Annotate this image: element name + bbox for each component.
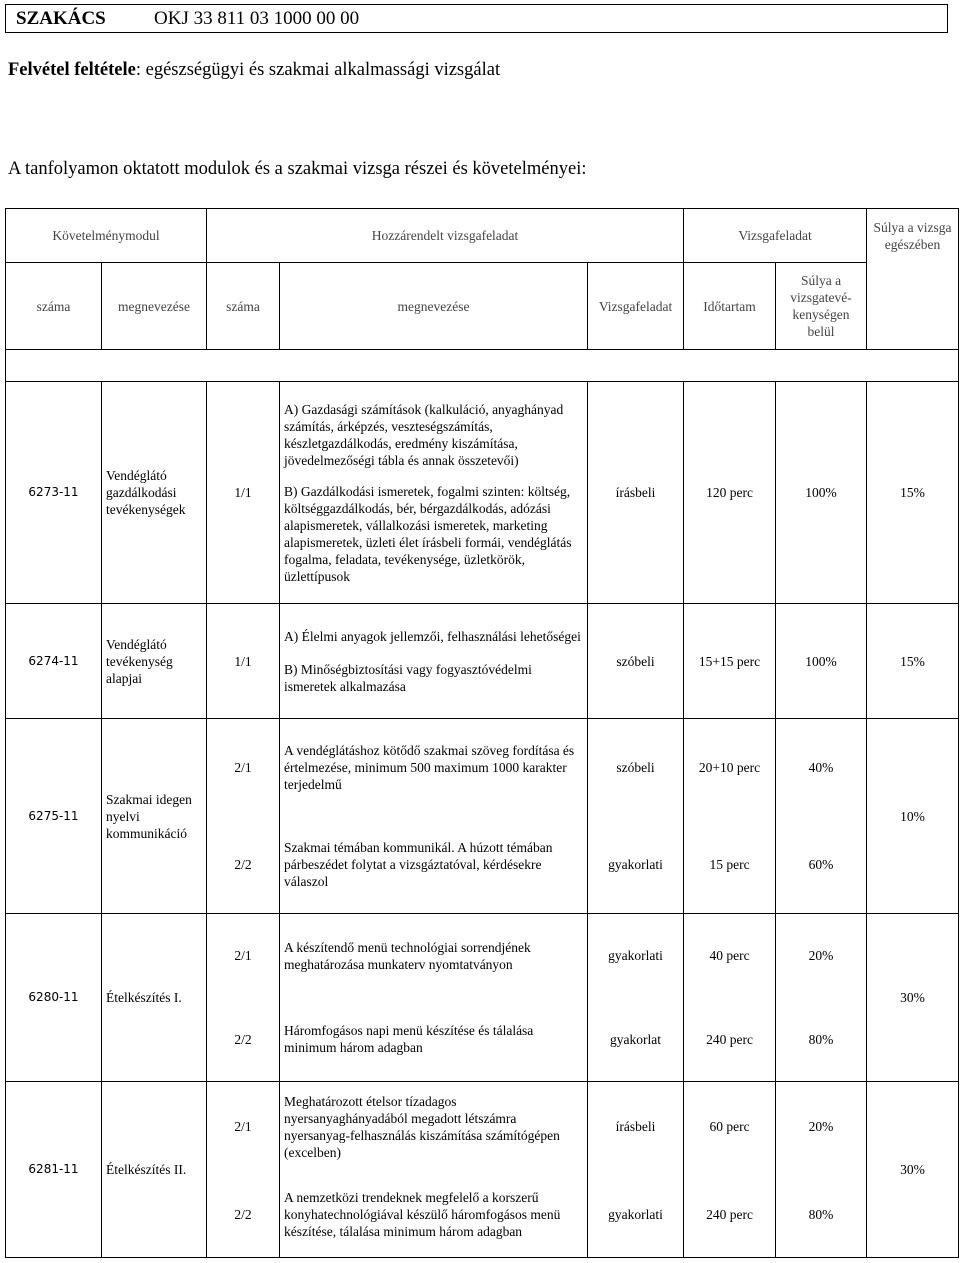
task-description: Meghatározott ételsor tízadagos nyersanyaghányadából megadott létszámra nyersanyag-felhasználás kiszámítása számítógépen (excelben) (280, 1082, 588, 1172)
module-total-weight: 15% (867, 604, 959, 719)
task-number: 2/1 (207, 1082, 280, 1172)
module-name: Szakmai idegen nyelvi kommunikáció (102, 719, 207, 914)
th-kovetelmenymodul: Követelménymodul (6, 209, 207, 263)
okj-code: OKJ 33 811 03 1000 00 00 (154, 8, 360, 29)
task-type: szóbeli (588, 604, 684, 719)
module-name: Vendéglátó gazdálkodási tevékenységek (102, 382, 207, 604)
task-duration: 40 perc (684, 914, 776, 998)
th-megnevezese-2: megnevezése (280, 263, 588, 350)
task-type: gyakorlat (588, 998, 684, 1082)
task-weight: 20% (776, 914, 867, 998)
task-duration: 240 perc (684, 1172, 776, 1258)
task-type: írásbeli (588, 1082, 684, 1172)
table-row (6, 719, 959, 817)
task-number: 1/1 (207, 382, 280, 604)
table-row (6, 382, 959, 604)
th-szama-1: száma (6, 263, 102, 350)
module-code: 6275-11 (6, 719, 102, 914)
task-weight: 100% (776, 604, 867, 719)
th-megnevezese-1: megnevezése (102, 263, 207, 350)
header-row-1 (6, 209, 959, 263)
task-description-a: A) Gazdasági számítások (kalkuláció, anyaghányad számítás, árképzés, veszteségszámítás, készletgazdálkodás, eredmény kiszámítása, jövedelmezőségi tábla és annak összetevői) (284, 401, 564, 468)
title-box (5, 4, 948, 33)
task-type: gyakorlati (588, 1172, 684, 1258)
task-number: 2/1 (207, 719, 280, 817)
task-number: 2/2 (207, 998, 280, 1082)
module-total-weight: 30% (867, 1082, 959, 1258)
module-name: Ételkészítés II. (102, 1082, 207, 1258)
task-number: 1/1 (207, 604, 280, 719)
spacer-cell (6, 350, 959, 382)
task-description (280, 604, 588, 719)
th-idotartam: Időtartam (684, 263, 776, 350)
task-description: A vendéglátáshoz kötődő szakmai szöveg fordítása és értelmezése, minimum 500 maximum 1000 karakter terjedelmű (280, 719, 588, 817)
table-row (6, 914, 959, 998)
task-type: szóbeli (588, 719, 684, 817)
table-row (6, 604, 959, 719)
header-row-2 (6, 263, 959, 350)
task-weight: 40% (776, 719, 867, 817)
th-hozzarendelt: Hozzárendelt vizsgafeladat (207, 209, 684, 263)
task-duration: 60 perc (684, 1082, 776, 1172)
th-sulya-vizsga-cont (867, 263, 959, 350)
task-weight: 100% (776, 382, 867, 604)
task-description: A nemzetközi trendeknek megfelelő a korszerű konyhatechnológiával készülő háromfogásos menü készítése, tálalása minimum három adagban (280, 1172, 588, 1258)
th-szama-2: száma (207, 263, 280, 350)
th-sulya-tev: Súlya a vizsgatevé-kenységen belül (776, 263, 867, 350)
task-description: Szakmai témában kommunikál. A húzott témában párbeszédet folytat a vizsgáztatóval, kérdésekre válaszol (280, 817, 588, 914)
task-number: 2/2 (207, 817, 280, 914)
task-description-b: B) Gazdálkodási ismeretek, fogalmi szinten: költség, költséggazdálkodás, bér, bérgazdálkodás, adózási alapismeretek, vállalkozási ismeretek, marketing alapismeretek, üzleti élet írásbeli formái, vendéglátás fogalma, feladata, tevékenysége, üzletkörök, üzlettípusok (284, 483, 572, 584)
admission-requirement (8, 60, 500, 81)
th-vizsgafeladat-2: Vizsgafeladat (588, 263, 684, 350)
task-weight: 80% (776, 1172, 867, 1258)
task-weight: 60% (776, 817, 867, 914)
table-row (6, 1082, 959, 1172)
intro-text: A tanfolyamon oktatott modulok és a szakmai vizsga részei és követelményei: (8, 159, 587, 179)
task-description: Háromfogásos napi menü készítése és tálalása minimum három adagban (280, 998, 588, 1082)
module-code: 6281-11 (6, 1082, 102, 1258)
task-type: gyakorlati (588, 914, 684, 998)
task-description (280, 382, 588, 604)
task-number: 2/1 (207, 914, 280, 998)
th-vizsgafeladat: Vizsgafeladat (684, 209, 867, 263)
task-duration: 120 perc (684, 382, 776, 604)
module-code: 6274-11 (6, 604, 102, 719)
module-name: Ételkészítés I. (102, 914, 207, 1082)
task-duration: 15+15 perc (684, 604, 776, 719)
task-duration: 240 perc (684, 998, 776, 1082)
modules-table (5, 208, 959, 1258)
task-number: 2/2 (207, 1172, 280, 1258)
module-code: 6273-11 (6, 382, 102, 604)
task-weight: 20% (776, 1082, 867, 1172)
task-description-b: B) Minőségbiztosítási vagy fogyasztóvédelmi ismeretek alkalmazása (284, 661, 532, 694)
task-weight: 80% (776, 998, 867, 1082)
module-total-weight: 30% (867, 914, 959, 1082)
task-duration: 15 perc (684, 817, 776, 914)
task-description: A készítendő menü technológiai sorrendjének meghatározása munkaterv nyomtatványon (280, 914, 588, 998)
module-total-weight: 15% (867, 382, 959, 604)
page-title: SZAKÁCS (16, 8, 106, 29)
task-description-a: A) Élelmi anyagok jellemzői, felhasználási lehetőségei (284, 628, 581, 644)
spacer-row (6, 350, 959, 382)
admission-text: : egészségügyi és szakmai alkalmassági vizsgálat (135, 60, 501, 80)
module-code: 6280-11 (6, 914, 102, 1082)
task-type: írásbeli (588, 382, 684, 604)
module-name: Vendéglátó tevékenység alapjai (102, 604, 207, 719)
task-type: gyakorlati (588, 817, 684, 914)
task-duration: 20+10 perc (684, 719, 776, 817)
module-total-weight: 10% (867, 719, 959, 914)
th-sulya-vizsga: Súlya a vizsga egészében (867, 209, 959, 263)
admission-label: Felvétel feltétele (8, 60, 136, 80)
